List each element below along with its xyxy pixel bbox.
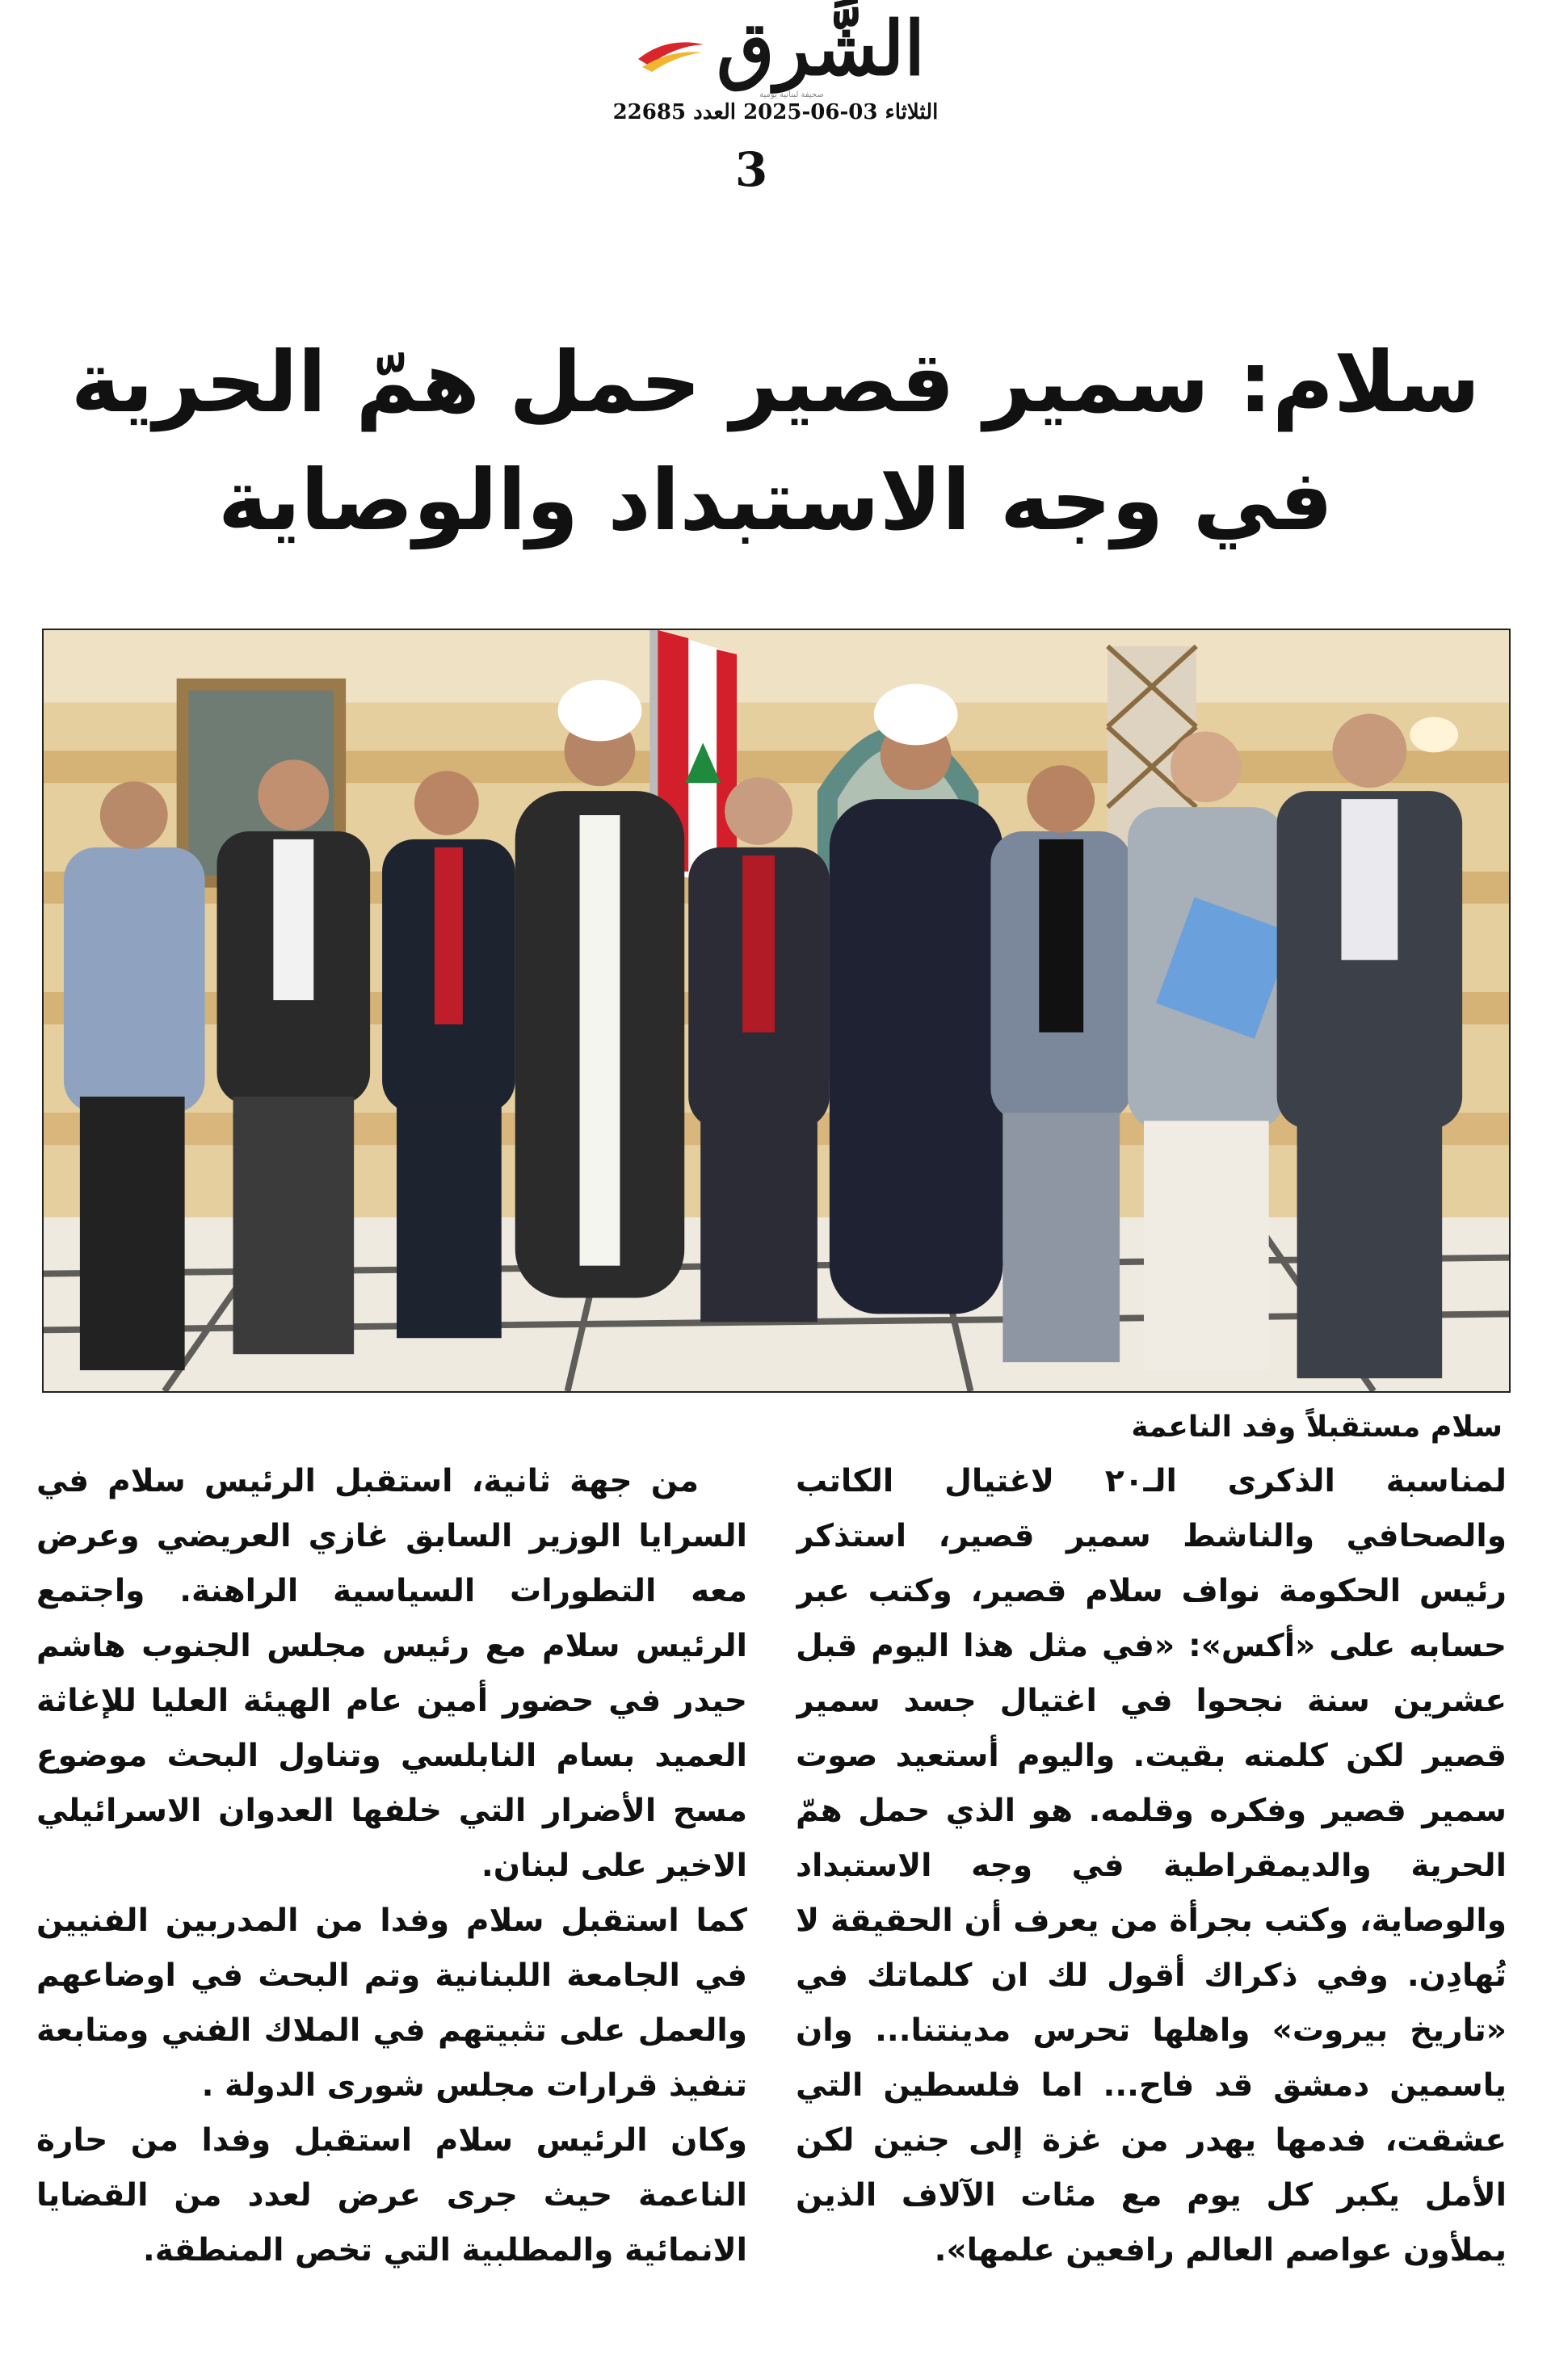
article-paragraph: من جهة ثانية، استقبل الرئيس سلام في السرايا الوزير السابق غازي العريضي وعرض معه التطورات السياسية الراهنة. واجتمع الرئيس سلام مع رئيس مجلس الجنوب هاشم حيدر في حضور أمين عام الهيئة العليا للإغاثة العميد بسام النابلسي وتناول البحث موضوع مسح الأضرار التي خلفها العدوان الاسرائيلي الاخير على لبنان. [36,1463,747,1884]
photo-caption: سلام مستقبلاً وفد الناعمة [1131,1411,1503,1444]
logo-tagline: صحيفة لبنانية يومية [759,90,824,99]
article-column-right [796,1454,1507,2351]
article-paragraph: كما استقبل سلام وفدا من المدربين الفنيين في الجامعة اللبنانية وتم البحث في اوضاعهم والعمل على تثبيتهم في الملاك الفني ومتابعة تنفيذ قرارات مجلس شورى الدولة . [36,1903,747,2104]
logo-swoosh-icon [634,20,707,77]
logo-wordmark: الشَّرق [717,5,925,92]
article-paragraph: لمناسبة الذكرى الـ٢٠ لاغتيال الكاتب والصحافي والناشط سمير قصير، استذكر رئيس الحكومة نواف سلام قصير، وكتب عبر حسابه على «أكس»: «في مثل هذا اليوم قبل عشرين سنة نجحوا في اغتيال جسد سمير قصير لكن كلمته بقيت. واليوم أستعيد صوت سمير قصير وفكره وقلمه. هو الذي حمل همّ الحرية والديمقراطية في وجه الاستبداد والوصاية، وكتب بجرأة من يعرف أن الحقيقة لا تُهادِن. وفي ذكراك أقول لك ان كلماتك في «تاريخ بيروت» واهلها تحرس مدينتنا... وان ياسمين دمشق قد فاح... اما فلسطين التي عشقت، فدمها يهدر من غزة إلى جنين لكن الأمل يكبر كل يوم مع مئات الآلاف الذين يملأون عواصم العالم رافعين علمها». [796,1463,1507,2269]
group-photo-illustration [44,630,1509,1391]
article-headline [32,323,1519,559]
article-photo [42,629,1511,1393]
newspaper-logo[interactable] [622,0,937,97]
issue-date-line: الثلاثاء 03-06-2025 العدد 22685 [612,100,939,124]
article-column-left [36,1454,747,2351]
masthead [0,0,1551,202]
article-paragraph: وكان الرئيس سلام استقبل وفدا من حارة الناعمة حيث جرى عرض لعدد من القضايا الانمائية والمطلبية التي تخص المنطقة. [36,2122,747,2269]
page-number: 3 [734,142,768,197]
headline-line-1: سلام: سمير قصير حمل همّ الحرية [70,333,1481,431]
headline-line-2: في وجه الاستبداد والوصاية [217,451,1334,549]
